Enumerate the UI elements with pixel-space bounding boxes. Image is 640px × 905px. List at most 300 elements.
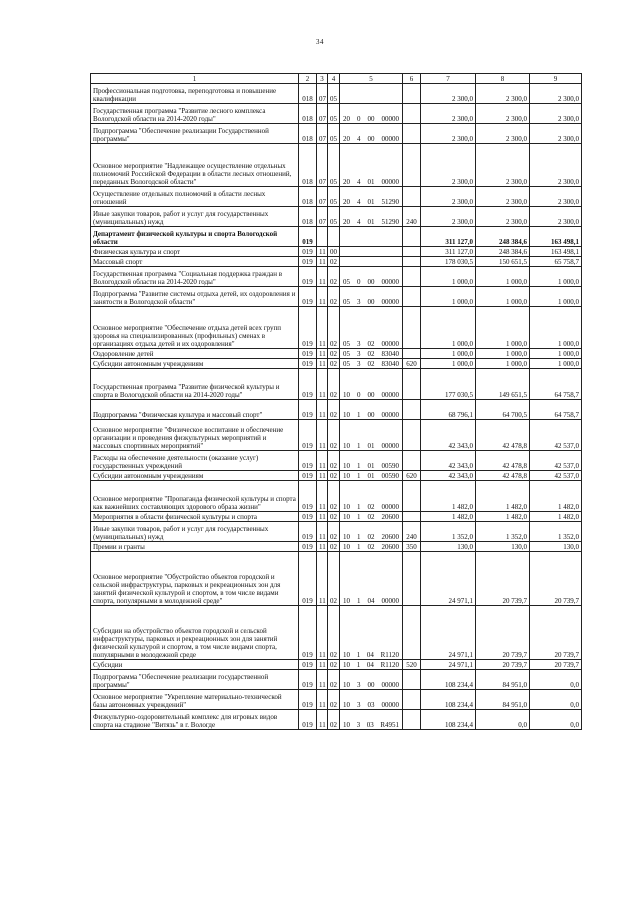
row-amount-2-cell: 2 300,0 <box>476 144 530 187</box>
row-amount-3-cell: 163 498,1 <box>530 227 582 247</box>
header-cell: 9 <box>530 74 582 84</box>
row-amount-1-cell: 1 482,0 <box>421 512 476 522</box>
target-article-part: 00 <box>367 411 375 419</box>
target-article-part: 02 <box>367 533 375 541</box>
row-expense-type-cell: 350 <box>403 542 421 552</box>
row-section-cell: 07 <box>317 104 328 124</box>
row-amount-2-cell: 1 000,0 <box>476 359 530 369</box>
target-article-part: 1 <box>357 472 361 480</box>
row-subsection-cell: 02 <box>328 400 340 420</box>
target-article-part: R4951 <box>380 721 399 729</box>
row-target-article-cell <box>340 670 403 690</box>
target-article-part: 3 <box>357 350 361 358</box>
row-name-cell: Основное мероприятие "Обустройство объектов городской и сельской инфраструктуры, парковых и рекреационных зон для занятий физической культурой и спортом, в том числе видами спорта, популярными в молодежной среде" <box>91 552 299 606</box>
target-article-part: 10 <box>343 442 350 450</box>
row-target-article-cell <box>340 481 403 512</box>
row-section-cell: 11 <box>317 369 328 400</box>
target-article-part: 10 <box>343 651 350 659</box>
row-admin-code-cell: 019 <box>299 420 317 451</box>
row-amount-1-cell: 1 000,0 <box>421 359 476 369</box>
row-target-article-cell <box>340 420 403 451</box>
row-expense-type-cell <box>403 606 421 660</box>
row-expense-type-cell <box>403 481 421 512</box>
row-target-article-cell <box>340 227 403 247</box>
row-amount-2-cell: 1 352,0 <box>476 522 530 542</box>
table-row <box>91 670 582 690</box>
row-amount-2-cell: 2 300,0 <box>476 84 530 104</box>
target-article-part: 00 <box>367 391 375 399</box>
target-article-part: 51290 <box>381 218 399 226</box>
target-article-part: 20600 <box>381 543 399 551</box>
row-amount-3-cell: 1 482,0 <box>530 512 582 522</box>
row-expense-type-cell <box>403 710 421 730</box>
target-article-part: 1 <box>357 442 361 450</box>
row-admin-code-cell: 018 <box>299 84 317 104</box>
row-amount-1-cell: 42 343,0 <box>421 471 476 481</box>
row-amount-3-cell: 1 482,0 <box>530 481 582 512</box>
table-row <box>91 207 582 227</box>
table-row <box>91 247 582 257</box>
row-subsection-cell: 02 <box>328 552 340 606</box>
row-amount-3-cell: 2 300,0 <box>530 124 582 144</box>
table-row <box>91 552 582 606</box>
table-row <box>91 369 582 400</box>
target-article-part: 00 <box>367 298 375 306</box>
row-amount-1-cell: 130,0 <box>421 542 476 552</box>
table-row <box>91 257 582 267</box>
target-article-part: 01 <box>367 442 375 450</box>
row-name-cell: Государственная программа "Социальная поддержка граждан в Вологодской области на 2014-2020 годы" <box>91 267 299 287</box>
row-expense-type-cell <box>403 104 421 124</box>
row-amount-3-cell: 20 739,7 <box>530 552 582 606</box>
row-name-cell: Массовый спорт <box>91 257 299 267</box>
row-expense-type-cell <box>403 369 421 400</box>
target-article-part: 1 <box>357 533 361 541</box>
target-article-part: 00 <box>367 115 375 123</box>
table-row <box>91 710 582 730</box>
target-article-part: 04 <box>366 651 374 659</box>
row-admin-code-cell: 019 <box>299 471 317 481</box>
row-expense-type-cell: 520 <box>403 660 421 670</box>
row-admin-code-cell: 018 <box>299 207 317 227</box>
row-name-cell: Субсидии на обустройство объектов городской и сельской инфраструктуры, парковых и рекреационных зон для занятий физической культурой и спортом, в том числе видами спорта, популярными в молодежной среде <box>91 606 299 660</box>
row-amount-3-cell: 0,0 <box>530 690 582 710</box>
row-amount-2-cell: 1 482,0 <box>476 512 530 522</box>
row-name-cell: Подпрограмма "Развитие системы отдыха детей, их оздоровления и занятости в Вологодской области" <box>91 287 299 307</box>
row-subsection-cell: 02 <box>328 451 340 471</box>
row-section-cell: 11 <box>317 247 328 257</box>
row-target-article-cell <box>340 247 403 257</box>
target-article-part: 20600 <box>381 533 399 541</box>
row-section-cell: 11 <box>317 287 328 307</box>
row-amount-1-cell: 24 971,1 <box>421 552 476 606</box>
row-subsection-cell: 02 <box>328 481 340 512</box>
target-article-part: 1 <box>357 543 361 551</box>
target-article-part: 20 <box>343 115 350 123</box>
row-admin-code-cell: 018 <box>299 104 317 124</box>
table-row <box>91 104 582 124</box>
row-amount-2-cell: 42 478,8 <box>476 451 530 471</box>
row-admin-code-cell: 019 <box>299 690 317 710</box>
target-article-part: 00000 <box>381 278 399 286</box>
row-expense-type-cell <box>403 144 421 187</box>
row-section-cell: 11 <box>317 257 328 267</box>
row-amount-2-cell: 84 951,0 <box>476 670 530 690</box>
row-section-cell: 11 <box>317 690 328 710</box>
row-admin-code-cell: 019 <box>299 670 317 690</box>
target-article-part: 00000 <box>381 115 399 123</box>
row-expense-type-cell <box>403 552 421 606</box>
row-amount-3-cell: 20 739,7 <box>530 660 582 670</box>
row-subsection-cell: 02 <box>328 690 340 710</box>
table-header-row <box>91 74 582 84</box>
row-amount-1-cell: 2 300,0 <box>421 187 476 207</box>
row-subsection-cell: 02 <box>328 606 340 660</box>
row-admin-code-cell: 019 <box>299 606 317 660</box>
row-target-article-cell <box>340 512 403 522</box>
row-admin-code-cell: 019 <box>299 552 317 606</box>
row-amount-1-cell: 311 127,0 <box>421 227 476 247</box>
row-section-cell: 11 <box>317 267 328 287</box>
table-row <box>91 451 582 471</box>
target-article-part: R1120 <box>380 651 399 659</box>
row-admin-code-cell: 019 <box>299 287 317 307</box>
row-expense-type-cell <box>403 84 421 104</box>
row-target-article-cell <box>340 606 403 660</box>
target-article-part: 51290 <box>381 198 399 206</box>
row-amount-3-cell: 2 300,0 <box>530 207 582 227</box>
row-name-cell: Расходы на обеспечение деятельности (оказание услуг) государственных учреждений <box>91 451 299 471</box>
row-name-cell: Осуществление отдельных полномочий в области лесных отношений <box>91 187 299 207</box>
target-article-part: 4 <box>357 178 361 186</box>
row-admin-code-cell: 019 <box>299 512 317 522</box>
row-amount-2-cell: 64 700,5 <box>476 400 530 420</box>
row-section-cell: 11 <box>317 660 328 670</box>
row-target-article-cell <box>340 104 403 124</box>
target-article-part: 3 <box>357 298 361 306</box>
row-amount-1-cell: 1 000,0 <box>421 267 476 287</box>
row-section-cell: 11 <box>317 451 328 471</box>
row-target-article-cell <box>340 207 403 227</box>
target-article-part: 05 <box>343 278 350 286</box>
target-article-part: 04 <box>366 661 374 669</box>
row-section-cell: 11 <box>317 670 328 690</box>
table-row <box>91 144 582 187</box>
target-article-part: 00000 <box>381 411 399 419</box>
table-row <box>91 124 582 144</box>
row-amount-2-cell: 149 651,5 <box>476 369 530 400</box>
row-target-article-cell <box>340 369 403 400</box>
row-expense-type-cell <box>403 247 421 257</box>
row-subsection-cell: 02 <box>328 267 340 287</box>
row-expense-type-cell <box>403 267 421 287</box>
row-name-cell: Основное мероприятие "Пропаганда физической культуры и спорта как важнейших составляющих здорового образа жизни" <box>91 481 299 512</box>
row-target-article-cell <box>340 307 403 349</box>
target-article-part: 0 <box>357 115 361 123</box>
row-section-cell: 11 <box>317 710 328 730</box>
row-amount-3-cell: 64 758,7 <box>530 400 582 420</box>
row-section-cell: 07 <box>317 84 328 104</box>
table-row <box>91 606 582 660</box>
row-name-cell: Основное мероприятие "Обеспечение отдыха детей всех групп здоровья на специализированных (профильных) сменах в организациях отдыха детей и их оздоровления" <box>91 307 299 349</box>
row-section-cell: 07 <box>317 207 328 227</box>
row-name-cell: Подпрограмма "Обеспечение реализации государственной программы" <box>91 670 299 690</box>
row-admin-code-cell: 019 <box>299 247 317 257</box>
target-article-part: 00000 <box>381 391 399 399</box>
target-article-part: 10 <box>343 462 350 470</box>
target-article-part: 00000 <box>381 135 399 143</box>
target-article-part: 20600 <box>381 513 399 521</box>
target-article-part: 4 <box>357 218 361 226</box>
table-row <box>91 287 582 307</box>
header-cell: 6 <box>403 74 421 84</box>
row-target-article-cell <box>340 710 403 730</box>
target-article-part: 00000 <box>381 681 399 689</box>
target-article-part: 83040 <box>381 360 399 368</box>
row-expense-type-cell: 620 <box>403 359 421 369</box>
row-admin-code-cell: 019 <box>299 660 317 670</box>
table-row <box>91 227 582 247</box>
table-row <box>91 187 582 207</box>
row-amount-1-cell: 1 000,0 <box>421 307 476 349</box>
row-amount-2-cell: 1 000,0 <box>476 287 530 307</box>
row-amount-3-cell: 42 537,0 <box>530 471 582 481</box>
row-subsection-cell: 02 <box>328 542 340 552</box>
row-section-cell: 11 <box>317 307 328 349</box>
target-article-part: 02 <box>367 350 375 358</box>
table-row <box>91 481 582 512</box>
page-number: 34 <box>316 38 324 46</box>
target-article-part: 00 <box>367 278 375 286</box>
row-amount-1-cell: 2 300,0 <box>421 124 476 144</box>
target-article-part: 00000 <box>381 298 399 306</box>
target-article-part: 10 <box>343 503 350 511</box>
row-amount-2-cell: 20 739,7 <box>476 606 530 660</box>
target-article-part: 01 <box>367 462 375 470</box>
table-row <box>91 359 582 369</box>
table-row <box>91 512 582 522</box>
row-amount-2-cell: 248 384,6 <box>476 247 530 257</box>
row-subsection-cell <box>328 227 340 247</box>
row-admin-code-cell: 019 <box>299 522 317 542</box>
row-expense-type-cell <box>403 512 421 522</box>
row-amount-3-cell: 0,0 <box>530 710 582 730</box>
row-amount-3-cell: 42 537,0 <box>530 420 582 451</box>
target-article-part: 00000 <box>381 442 399 450</box>
row-name-cell: Подпрограмма "Физическая культура и массовый спорт" <box>91 400 299 420</box>
row-admin-code-cell: 019 <box>299 257 317 267</box>
row-amount-2-cell: 1 000,0 <box>476 307 530 349</box>
header-cell: 2 <box>299 74 317 84</box>
row-section-cell: 07 <box>317 144 328 187</box>
row-name-cell: Субсидии автономным учреждениям <box>91 359 299 369</box>
target-article-part: 00 <box>367 681 375 689</box>
row-target-article-cell <box>340 84 403 104</box>
row-amount-2-cell: 42 478,8 <box>476 420 530 451</box>
row-amount-2-cell: 2 300,0 <box>476 104 530 124</box>
row-expense-type-cell <box>403 124 421 144</box>
row-amount-2-cell: 150 651,5 <box>476 257 530 267</box>
row-amount-2-cell: 248 384,6 <box>476 227 530 247</box>
header-cell: 5 <box>340 74 403 84</box>
table-row <box>91 267 582 287</box>
row-section-cell: 11 <box>317 349 328 359</box>
row-target-article-cell <box>340 542 403 552</box>
row-admin-code-cell: 019 <box>299 369 317 400</box>
row-amount-1-cell: 2 300,0 <box>421 84 476 104</box>
row-expense-type-cell <box>403 287 421 307</box>
row-amount-3-cell: 163 498,1 <box>530 247 582 257</box>
row-subsection-cell: 02 <box>328 307 340 349</box>
row-name-cell: Основное мероприятие "Укрепление материально-технической базы автономных учреждений" <box>91 690 299 710</box>
target-article-part: R1120 <box>380 661 399 669</box>
row-amount-3-cell: 1 352,0 <box>530 522 582 542</box>
row-target-article-cell <box>340 187 403 207</box>
row-expense-type-cell <box>403 690 421 710</box>
target-article-part: 20 <box>343 218 350 226</box>
target-article-part: 1 <box>357 462 361 470</box>
target-article-part: 3 <box>356 721 361 729</box>
target-article-part: 00000 <box>381 503 399 511</box>
table-row <box>91 522 582 542</box>
row-subsection-cell: 02 <box>328 522 340 542</box>
row-amount-1-cell: 108 234,4 <box>421 690 476 710</box>
row-subsection-cell: 02 <box>328 471 340 481</box>
target-article-part: 05 <box>343 360 350 368</box>
row-admin-code-cell: 018 <box>299 144 317 187</box>
row-subsection-cell: 02 <box>328 420 340 451</box>
row-name-cell: Субсидии автономным учреждениям <box>91 471 299 481</box>
table-row <box>91 307 582 349</box>
row-amount-1-cell: 1 482,0 <box>421 481 476 512</box>
target-article-part: 10 <box>343 597 350 605</box>
row-admin-code-cell: 019 <box>299 359 317 369</box>
row-subsection-cell: 02 <box>328 710 340 730</box>
target-article-part: 02 <box>367 543 375 551</box>
target-article-part: 1 <box>357 411 361 419</box>
row-name-cell: Профессиональная подготовка, переподготовка и повышение квалификации <box>91 84 299 104</box>
row-admin-code-cell: 019 <box>299 542 317 552</box>
target-article-part: 3 <box>357 360 361 368</box>
row-amount-3-cell: 42 537,0 <box>530 451 582 471</box>
row-admin-code-cell: 019 <box>299 267 317 287</box>
row-section-cell: 11 <box>317 359 328 369</box>
row-admin-code-cell: 019 <box>299 710 317 730</box>
row-section-cell: 11 <box>317 552 328 606</box>
row-amount-1-cell: 68 796,1 <box>421 400 476 420</box>
row-amount-1-cell: 178 030,5 <box>421 257 476 267</box>
row-name-cell: Государственная программа "Развитие лесного комплекса Вологодской области на 2014-2020 годы" <box>91 104 299 124</box>
header-cell: 1 <box>91 74 299 84</box>
row-name-cell: Мероприятия в области физической культуры и спорта <box>91 512 299 522</box>
target-article-part: 1 <box>356 651 361 659</box>
row-amount-3-cell: 2 300,0 <box>530 84 582 104</box>
row-subsection-cell: 05 <box>328 124 340 144</box>
row-section-cell: 11 <box>317 400 328 420</box>
row-section-cell: 11 <box>317 606 328 660</box>
target-article-part: 01 <box>367 198 375 206</box>
row-admin-code-cell: 018 <box>299 124 317 144</box>
target-article-part: 00590 <box>381 472 399 480</box>
row-amount-3-cell: 64 758,7 <box>530 369 582 400</box>
target-article-part: 03 <box>366 721 374 729</box>
row-target-article-cell <box>340 359 403 369</box>
row-name-cell: Основное мероприятие "Физическое воспитание и обеспечение организации и проведения физкультурных мероприятий и массовых спортивных мероприятий" <box>91 420 299 451</box>
target-article-part: 20 <box>343 198 350 206</box>
row-amount-2-cell: 42 478,8 <box>476 471 530 481</box>
target-article-part: 1 <box>357 597 361 605</box>
row-amount-3-cell: 1 000,0 <box>530 307 582 349</box>
target-article-part: 01 <box>367 472 375 480</box>
target-article-part: 10 <box>343 681 350 689</box>
row-section-cell: 11 <box>317 522 328 542</box>
row-expense-type-cell <box>403 451 421 471</box>
row-target-article-cell <box>340 522 403 542</box>
row-amount-3-cell: 65 758,7 <box>530 257 582 267</box>
row-admin-code-cell: 018 <box>299 187 317 207</box>
row-subsection-cell: 02 <box>328 359 340 369</box>
row-target-article-cell <box>340 124 403 144</box>
row-target-article-cell <box>340 660 403 670</box>
row-amount-2-cell: 1 000,0 <box>476 267 530 287</box>
row-amount-2-cell: 1 482,0 <box>476 481 530 512</box>
row-name-cell: Физкультурно-оздоровительный комплекс для игровых видов спорта на стадионе "Витязь" в г. Вологде <box>91 710 299 730</box>
target-article-part: 10 <box>343 472 350 480</box>
header-cell: 8 <box>476 74 530 84</box>
table-row <box>91 349 582 359</box>
row-section-cell: 11 <box>317 512 328 522</box>
row-expense-type-cell <box>403 187 421 207</box>
row-expense-type-cell: 240 <box>403 207 421 227</box>
target-article-part: 1 <box>356 661 361 669</box>
target-article-part: 1 <box>357 503 361 511</box>
target-article-part: 02 <box>367 340 375 348</box>
row-target-article-cell <box>340 267 403 287</box>
row-section-cell: 11 <box>317 481 328 512</box>
target-article-part: 3 <box>357 681 361 689</box>
row-target-article-cell <box>340 144 403 187</box>
row-name-cell: Иные закупки товаров, работ и услуг для государственных (муниципальных) нужд <box>91 522 299 542</box>
row-name-cell: Премии и гранты <box>91 542 299 552</box>
row-subsection-cell: 05 <box>328 144 340 187</box>
header-cell: 4 <box>328 74 340 84</box>
target-article-part: 00 <box>367 135 375 143</box>
row-section-cell <box>317 227 328 247</box>
row-name-cell: Подпрограмма "Обеспечение реализации Государственной программы" <box>91 124 299 144</box>
row-amount-2-cell: 0,0 <box>476 710 530 730</box>
target-article-part: 05 <box>343 340 350 348</box>
row-name-cell: Департамент физической культуры и спорта Вологодской области <box>91 227 299 247</box>
row-subsection-cell: 05 <box>328 104 340 124</box>
row-subsection-cell: 02 <box>328 369 340 400</box>
row-amount-1-cell: 177 030,5 <box>421 369 476 400</box>
target-article-part: 0 <box>357 278 361 286</box>
table-row <box>91 542 582 552</box>
row-amount-1-cell: 24 971,1 <box>421 606 476 660</box>
row-expense-type-cell <box>403 420 421 451</box>
table-row <box>91 84 582 104</box>
budget-table <box>90 73 582 730</box>
row-subsection-cell: 00 <box>328 247 340 257</box>
target-article-part: 3 <box>357 340 361 348</box>
row-admin-code-cell: 019 <box>299 400 317 420</box>
row-section-cell: 11 <box>317 471 328 481</box>
row-subsection-cell: 02 <box>328 349 340 359</box>
row-target-article-cell <box>340 690 403 710</box>
target-article-part: 3 <box>357 701 361 709</box>
row-amount-3-cell: 1 000,0 <box>530 349 582 359</box>
row-name-cell: Иные закупки товаров, работ и услуг для государственных (муниципальных) нужд <box>91 207 299 227</box>
